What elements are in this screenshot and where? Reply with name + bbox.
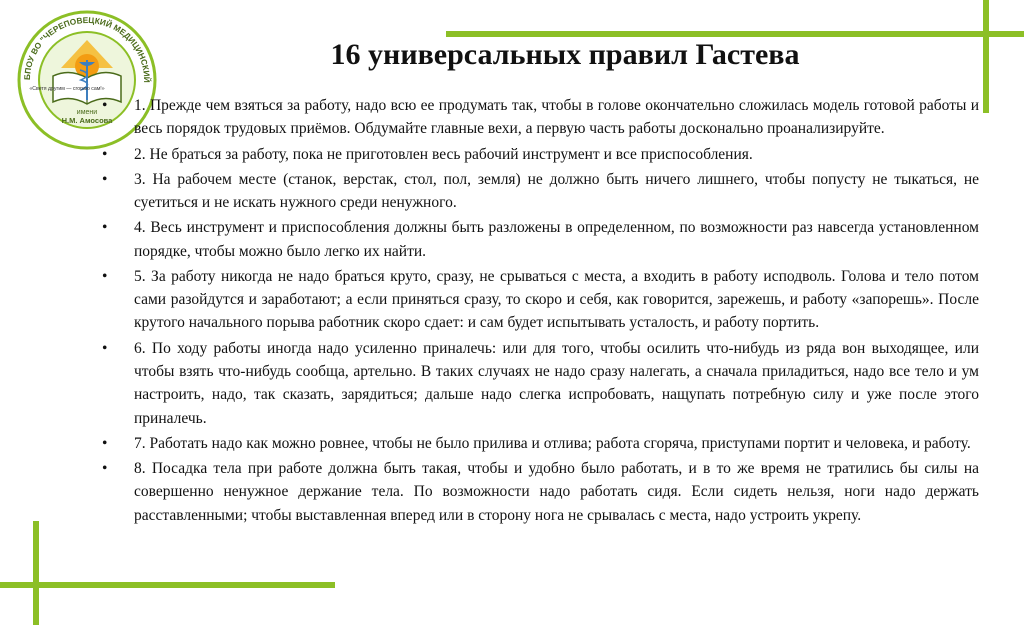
list-item [102,265,979,335]
rule-text: 2. Не браться за работу, пока не приготовлен весь рабочий инструмент и все приспособления. [134,145,753,163]
bullet: • [102,170,108,188]
bullet: • [102,339,108,357]
bottom-accent-line [0,582,335,588]
list-item [102,457,979,527]
bullet: • [102,459,108,477]
rule-text: 7. Работать надо как можно ровнее, чтобы не было прилива и отлива; работа сгоряча, приступами портит и человека, и работу. [134,434,971,452]
list-item [102,94,979,141]
list-item [102,143,979,166]
rules-list [102,94,979,529]
rule-text: 4. Весь инструмент и приспособления должны быть разложены в определенном, по возможности раз навсегда установленном порядке, чтобы можно было легко их найти. [134,219,979,260]
list-item [102,337,979,431]
rule-text: 3. На рабочем месте (станок, верстак, стол, пол, земля) не должно быть ничего лишнего, чтобы попусту не тыкаться, не суетиться и не искать нужного среди ненужного. [134,170,979,211]
bullet: • [102,219,108,237]
logo-name-line2: Н.М. Амосова [61,116,113,125]
bullet: • [102,97,108,114]
rule-text: 8. Посадка тела при работе должна быть такая, чтобы и удобно было работать, и в то же время не тратились бы силы на совершенно ненужное держание тела. По возможности надо работать сидя. Если сидеть нельзя, ноги надо держать расставленными; чтобы выставленная вперед или в сторону нога не срывалась с места, надо устроить укрепу. [134,459,979,524]
top-accent-vertical-line [983,0,989,113]
list-item [102,432,979,455]
logo-name-line1: имени [76,109,98,116]
bottom-accent-vertical-line [33,521,39,625]
list-item [102,216,979,263]
logo-motto: «Светя другим — сгораю сам!» [29,86,105,92]
rule-text: 5. За работу никогда не надо браться круто, сразу, не срываться с места, а входить в работу исподволь. Голова и тело потом сами разойдутся и заработают; а если приняться сразу, то скоро и себя, как говорится, зарежешь, и работу «запорешь». После крутого начального порыва работник скоро сдает: и сам будет испытывать усталость, и работу портить. [134,267,979,332]
rule-text: 1. Прежде чем взяться за работу, надо всю ее продумать так, чтобы в голове окончательно сложилась модель готовой работы и весь порядок трудовых приёмов. Обдумайте главные вехи, а первую часть работы досконально проанализируйте. [134,97,979,138]
logo-ring-text: БПОУ ВО "ЧЕРЕПОВЕЦКИЙ МЕДИЦИНСКИЙ [21,14,153,83]
bullet: • [102,145,108,163]
bullet: • [102,434,108,452]
rule-text: 6. По ходу работы иногда надо усиленно приналечь: или для того, чтобы осилить что-нибудь из ряда вон выходящее, или чтобы взять что-нибудь сообща, артельно. В таких случаях не надо сразу налегать, а сначала приладиться, надо все тело и ум настроить, надо, так сказать, зарядиться; дальше надо слегка испробовать, нащупать потребную силу и уже после этого приналечь. [134,339,979,427]
list-item [102,168,979,215]
bullet: • [102,267,108,285]
page-title: 16 универсальных правил Гастева [330,38,800,71]
top-accent-line [446,31,1024,37]
